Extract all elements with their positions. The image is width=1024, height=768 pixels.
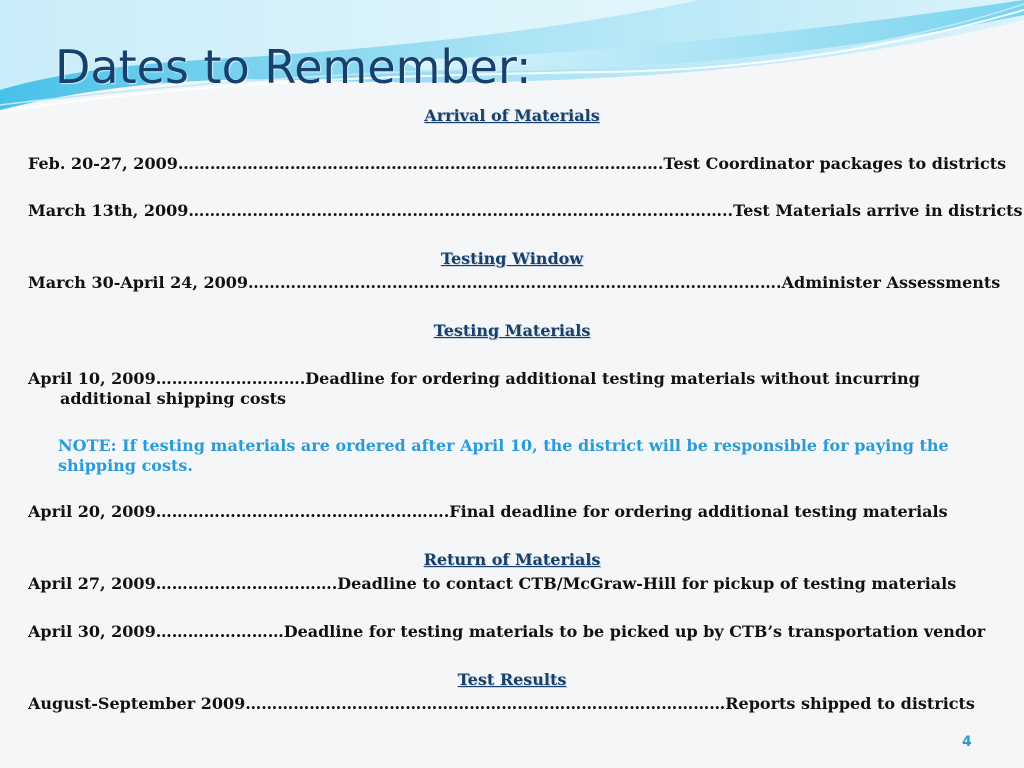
slide-title: Dates to Remember: bbox=[55, 40, 532, 94]
date-row: Feb. 20-27, 2009……………………………………………………………………………….Test Coordinator packages to districts bbox=[28, 154, 1007, 173]
page-number: 4 bbox=[962, 734, 972, 750]
heading-testing-materials: Testing Materials bbox=[433, 321, 591, 340]
shipping-note: NOTE: If testing materials are ordered after April 10, the district will be responsible for paying the shipping costs. bbox=[58, 436, 949, 475]
heading-test-results: Test Results bbox=[457, 670, 567, 689]
heading-arrival-of-materials: Arrival of Materials bbox=[424, 106, 600, 125]
date-row-line: April 10, 2009……………………….Deadline for ordering additional testing materials without incurring bbox=[28, 369, 920, 388]
date-row-continuation: additional shipping costs bbox=[60, 389, 286, 408]
heading-testing-window: Testing Window bbox=[440, 249, 584, 268]
date-row: April 20, 2009……………………………………………….Final deadline for ordering additional testing materials bbox=[28, 502, 948, 521]
date-row: April 27, 2009…………………………….Deadline to contact CTB/McGraw-Hill for pickup of testing materials bbox=[28, 574, 957, 593]
date-row: March 30-April 24, 2009……………………………………………………………………………………….Administer Assessments bbox=[28, 273, 1001, 292]
date-row-wrapped bbox=[28, 369, 1003, 409]
date-row: August-September 2009………………………………………………………………………………Reports shipped to districts bbox=[28, 694, 975, 713]
date-row: April 30, 2009……………………Deadline for testing materials to be picked up by CTB’s transportation vendor bbox=[28, 622, 986, 641]
date-row: March 13th, 2009…………………………………………………………………………….…………..Test Materials arrive in districts bbox=[28, 201, 1023, 220]
heading-return-of-materials: Return of Materials bbox=[423, 550, 601, 569]
